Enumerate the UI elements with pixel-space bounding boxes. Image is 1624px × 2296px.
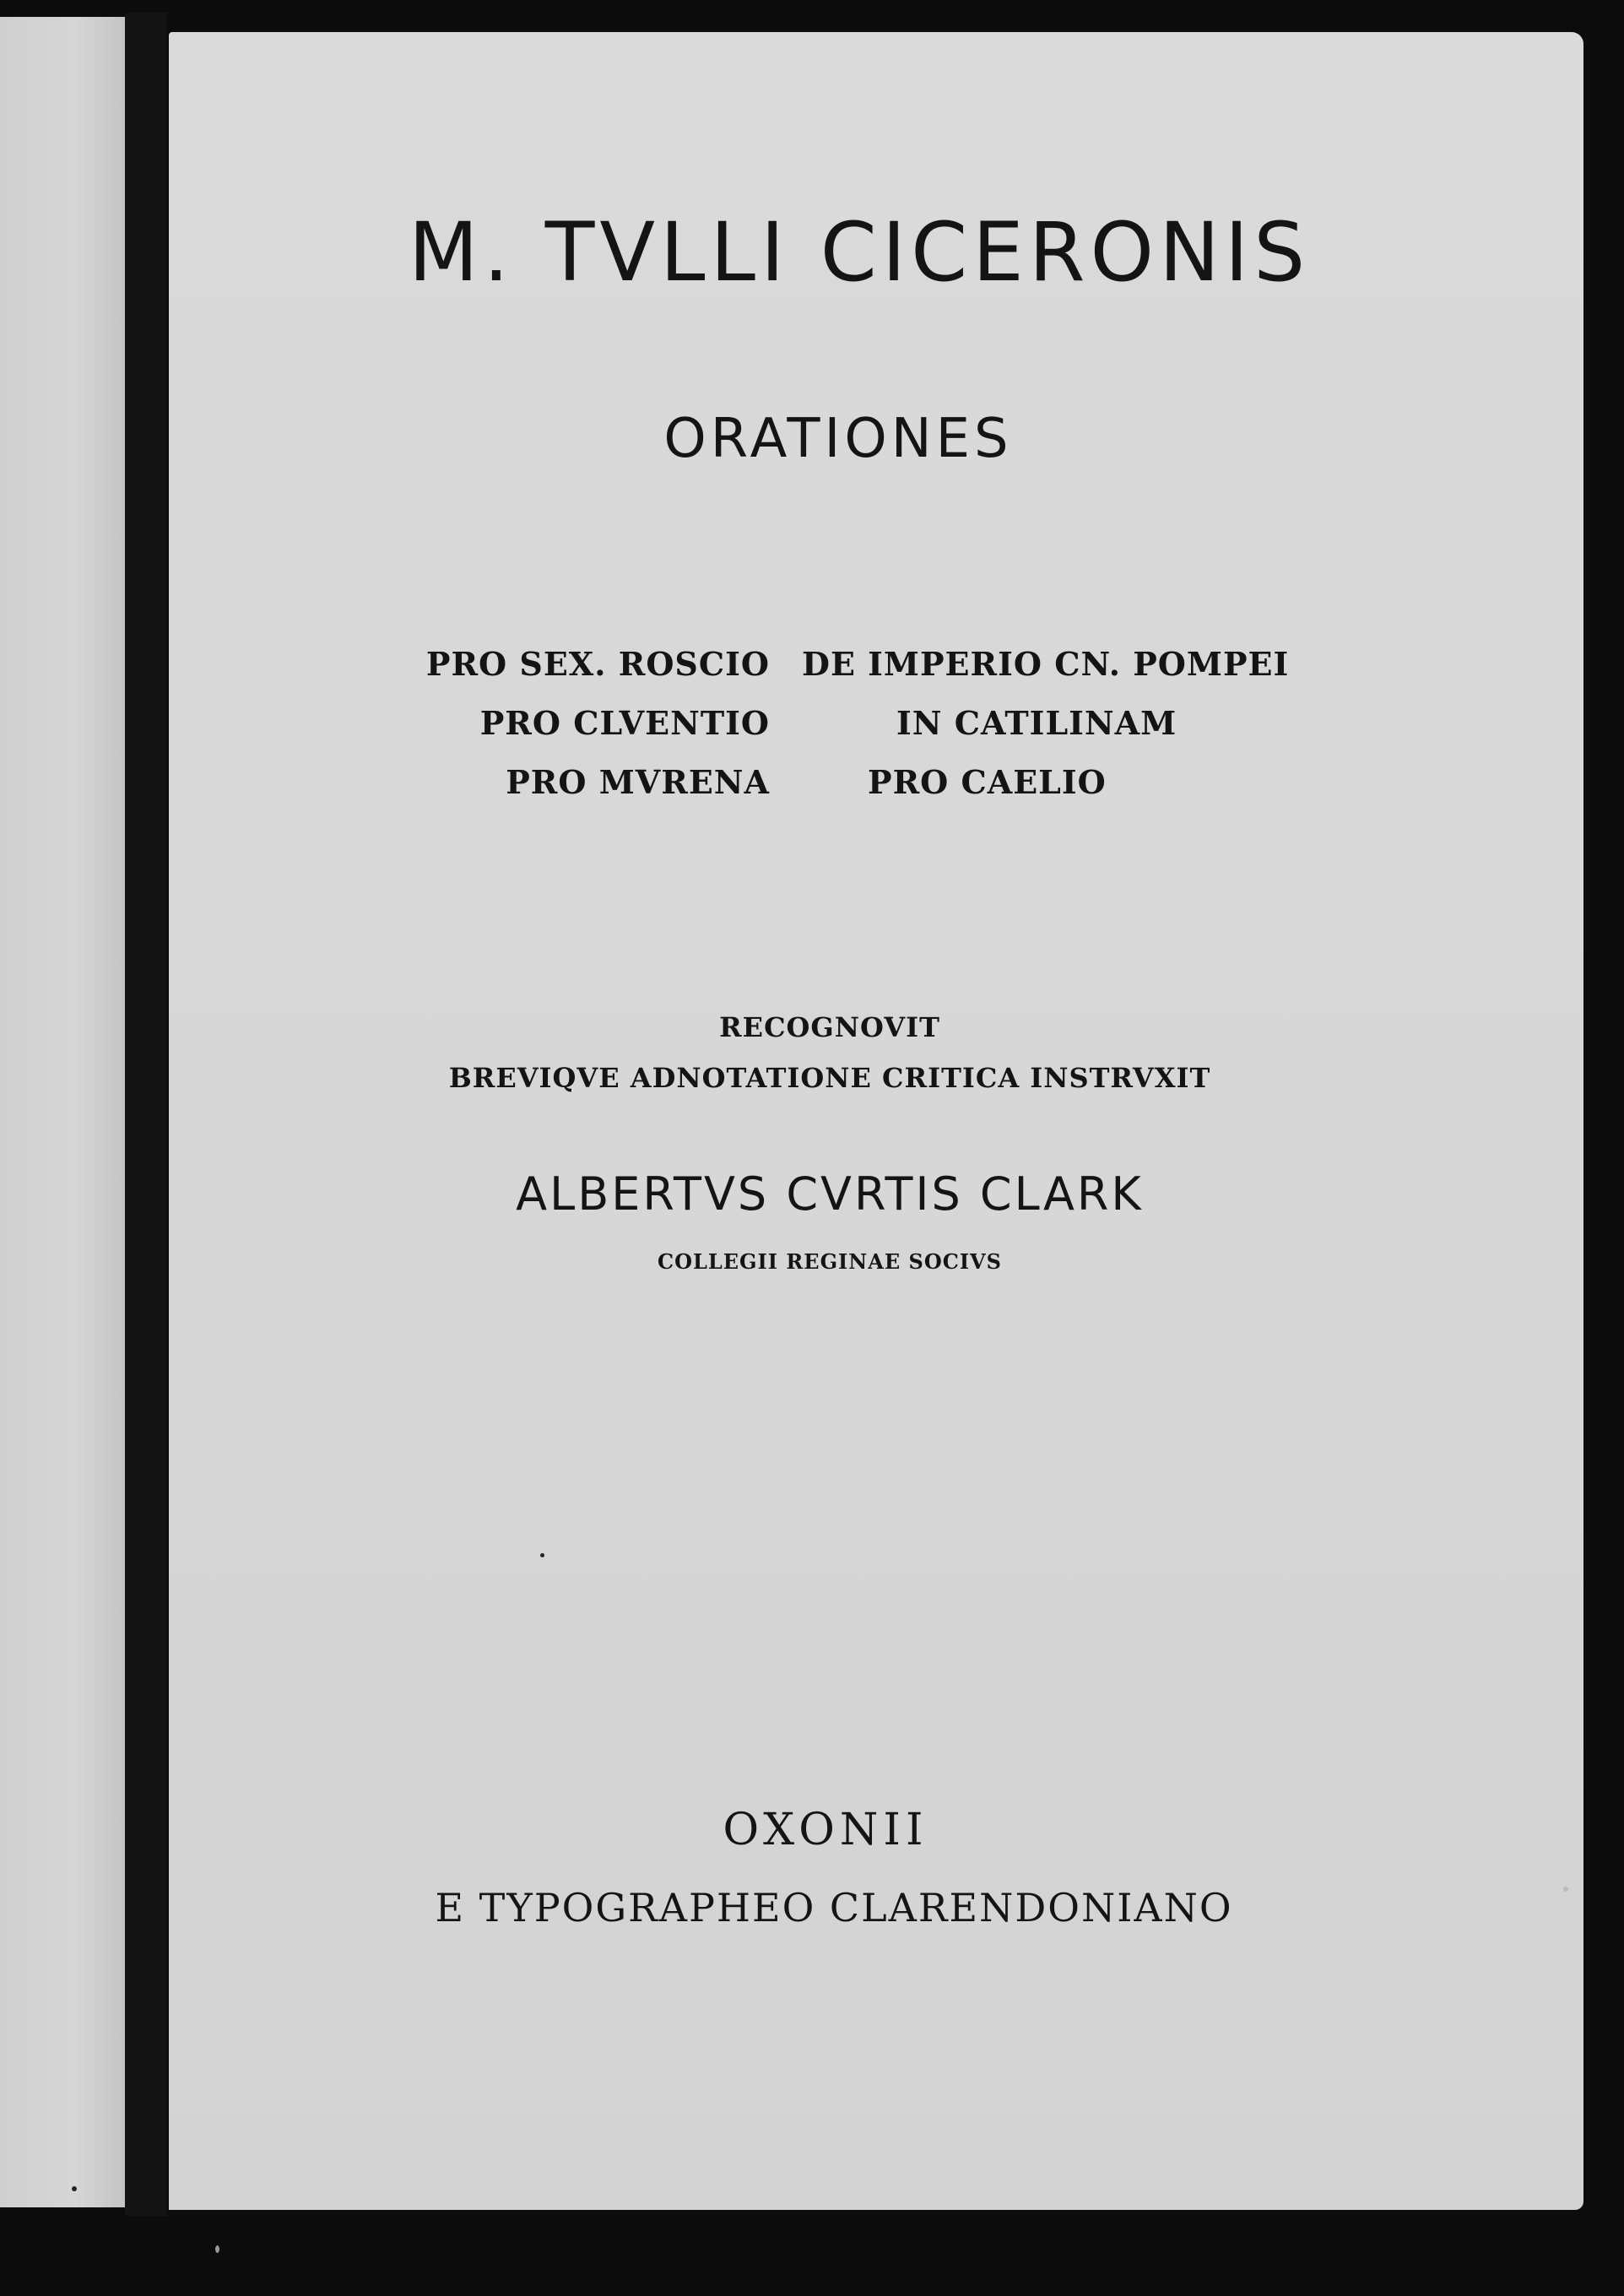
contents-item: IN CATILINAM	[896, 704, 1177, 742]
contents-item: PRO MVRENA	[506, 763, 770, 801]
dust-speck	[72, 2186, 77, 2191]
recognovit-line: RECOGNOVIT	[719, 1011, 940, 1043]
contents-list	[363, 642, 1291, 805]
contents-item: PRO CAELIO	[868, 763, 1107, 801]
title-page	[169, 32, 1583, 2210]
contents-item: PRO SEX. ROSCIO	[425, 645, 770, 683]
imprint-city: OXONII	[723, 1805, 928, 1855]
editor-affiliation: COLLEGII REGINAE SOCIVS	[657, 1249, 1003, 1274]
dust-speck	[1563, 1887, 1568, 1892]
annotation-line: BREVIQVE ADNOTATIONE CRITICA INSTRVXIT	[448, 1062, 1211, 1094]
editor-name: ALBERTVS CVRTIS CLARK	[516, 1167, 1144, 1221]
dust-speck	[540, 1553, 544, 1557]
previous-page-edge	[0, 17, 125, 2207]
contents-item: DE IMPERIO CN. POMPEI	[802, 645, 1290, 683]
title-page-content	[169, 32, 1583, 2210]
author-heading: M. TVLLI CICERONIS	[408, 205, 1311, 300]
work-title: ORATIONES	[663, 408, 1013, 470]
contents-item: PRO CLVENTIO	[479, 704, 770, 742]
dust-speck	[215, 2245, 219, 2253]
imprint-press: E TYPOGRAPHEO CLARENDONIANO	[435, 1885, 1233, 1930]
